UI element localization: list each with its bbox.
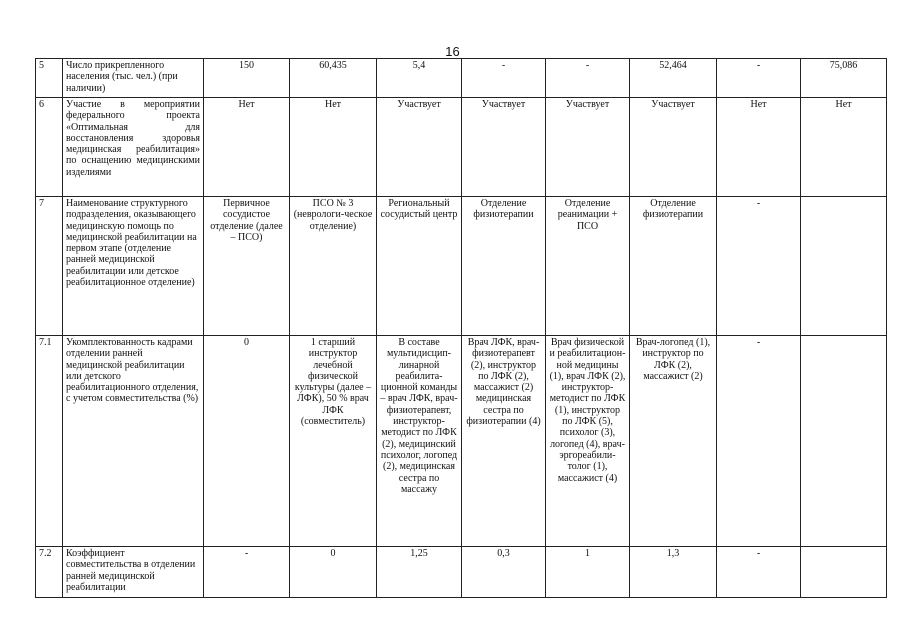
table-cell: Отделение реанимации + ПСО — [546, 197, 630, 336]
row-label: Наименование структурного подразделения, оказывающего медицинскую помощь по медицинской реабилитации на первом этапе (отделение ранней медицинской реабилитации или детское реабилитационное отделение) — [63, 197, 204, 336]
table-cell: Отделение физиотерапии — [462, 197, 546, 336]
table-cell: 0,3 — [462, 547, 546, 598]
rehabilitation-table — [35, 58, 887, 598]
table-cell: Нет — [204, 98, 290, 197]
table-row — [36, 59, 887, 98]
table-cell: - — [717, 547, 801, 598]
table-cell: Участвует — [377, 98, 462, 197]
table-cell: - — [717, 59, 801, 98]
row-label: Участие в мероприятии федерального проекта «Оптимальная для восстановления здоровья медицинская реабилитация» по оснащению медицинскими изделиями — [63, 98, 204, 197]
table-cell: 150 — [204, 59, 290, 98]
table-cell: - — [717, 197, 801, 336]
row-label: Коэффициент совместительства в отделении ранней медицинской реабилитации — [63, 547, 204, 598]
row-number: 7.1 — [36, 336, 63, 547]
table-cell — [801, 336, 887, 547]
table-cell: В составе мультидисцип-линарной реабилита-ционной команды – врач ЛФК, врач-физиотерапевт, инструктор-методист по ЛФК (2), медицинский психолог, логопед (2), медицинская сестра по массажу — [377, 336, 462, 547]
table-cell: 75,086 — [801, 59, 887, 98]
table-cell: Региональный сосудистый центр — [377, 197, 462, 336]
row-number: 6 — [36, 98, 63, 197]
table-cell: Участвует — [546, 98, 630, 197]
table-row — [36, 547, 887, 598]
table-cell: Участвует — [462, 98, 546, 197]
row-label: Число прикрепленного населения (тыс. чел.) (при наличии) — [63, 59, 204, 98]
table-cell: Врач физической и реабилитацион-ной медицины (1), врач ЛФК (2), инструктор-методист по ЛФК (1), инструктор по ЛФК (5), психолог (3), логопед (4), врач-эргореабили-толог (1), массажист (4) — [546, 336, 630, 547]
table-row — [36, 98, 887, 197]
table-cell: - — [462, 59, 546, 98]
table-cell: 5,4 — [377, 59, 462, 98]
table-cell: Отделение физиотерапии — [630, 197, 717, 336]
table-cell: 0 — [204, 336, 290, 547]
table-cell: Нет — [290, 98, 377, 197]
table-cell: 52,464 — [630, 59, 717, 98]
table-cell: Участвует — [630, 98, 717, 197]
table-cell: Врач ЛФК, врач-физиотерапевт (2), инструктор по ЛФК (2), массажист (2) медицинская сестра по физиотерапии (4) — [462, 336, 546, 547]
table-cell: 0 — [290, 547, 377, 598]
table-cell: ПСО № 3 (неврологи-ческое отделение) — [290, 197, 377, 336]
table-row — [36, 336, 887, 547]
table-cell: 1 — [546, 547, 630, 598]
table-cell: - — [717, 336, 801, 547]
table-cell: Врач-логопед (1), инструктор по ЛФК (2), массажист (2) — [630, 336, 717, 547]
row-number: 7.2 — [36, 547, 63, 598]
table-cell — [801, 197, 887, 336]
table-row — [36, 197, 887, 336]
table-cell: 1 старший инструктор лечебной физической культуры (далее – ЛФК), 50 % врач ЛФК (совместитель) — [290, 336, 377, 547]
table-cell: Нет — [801, 98, 887, 197]
table-cell: 1,3 — [630, 547, 717, 598]
table-cell: 1,25 — [377, 547, 462, 598]
table-cell: Нет — [717, 98, 801, 197]
row-number: 5 — [36, 59, 63, 98]
table-cell: - — [546, 59, 630, 98]
row-number: 7 — [36, 197, 63, 336]
table-cell: - — [204, 547, 290, 598]
table-cell: Первичное сосудистое отделение (далее – ПСО) — [204, 197, 290, 336]
table-cell: 60,435 — [290, 59, 377, 98]
page-number: 16 — [445, 44, 460, 59]
row-label: Укомплектованность кадрами отделении ранней медицинской реабилитации или детского реабилитационного отделения, с учетом совместительства (%) — [63, 336, 204, 547]
table-cell — [801, 547, 887, 598]
